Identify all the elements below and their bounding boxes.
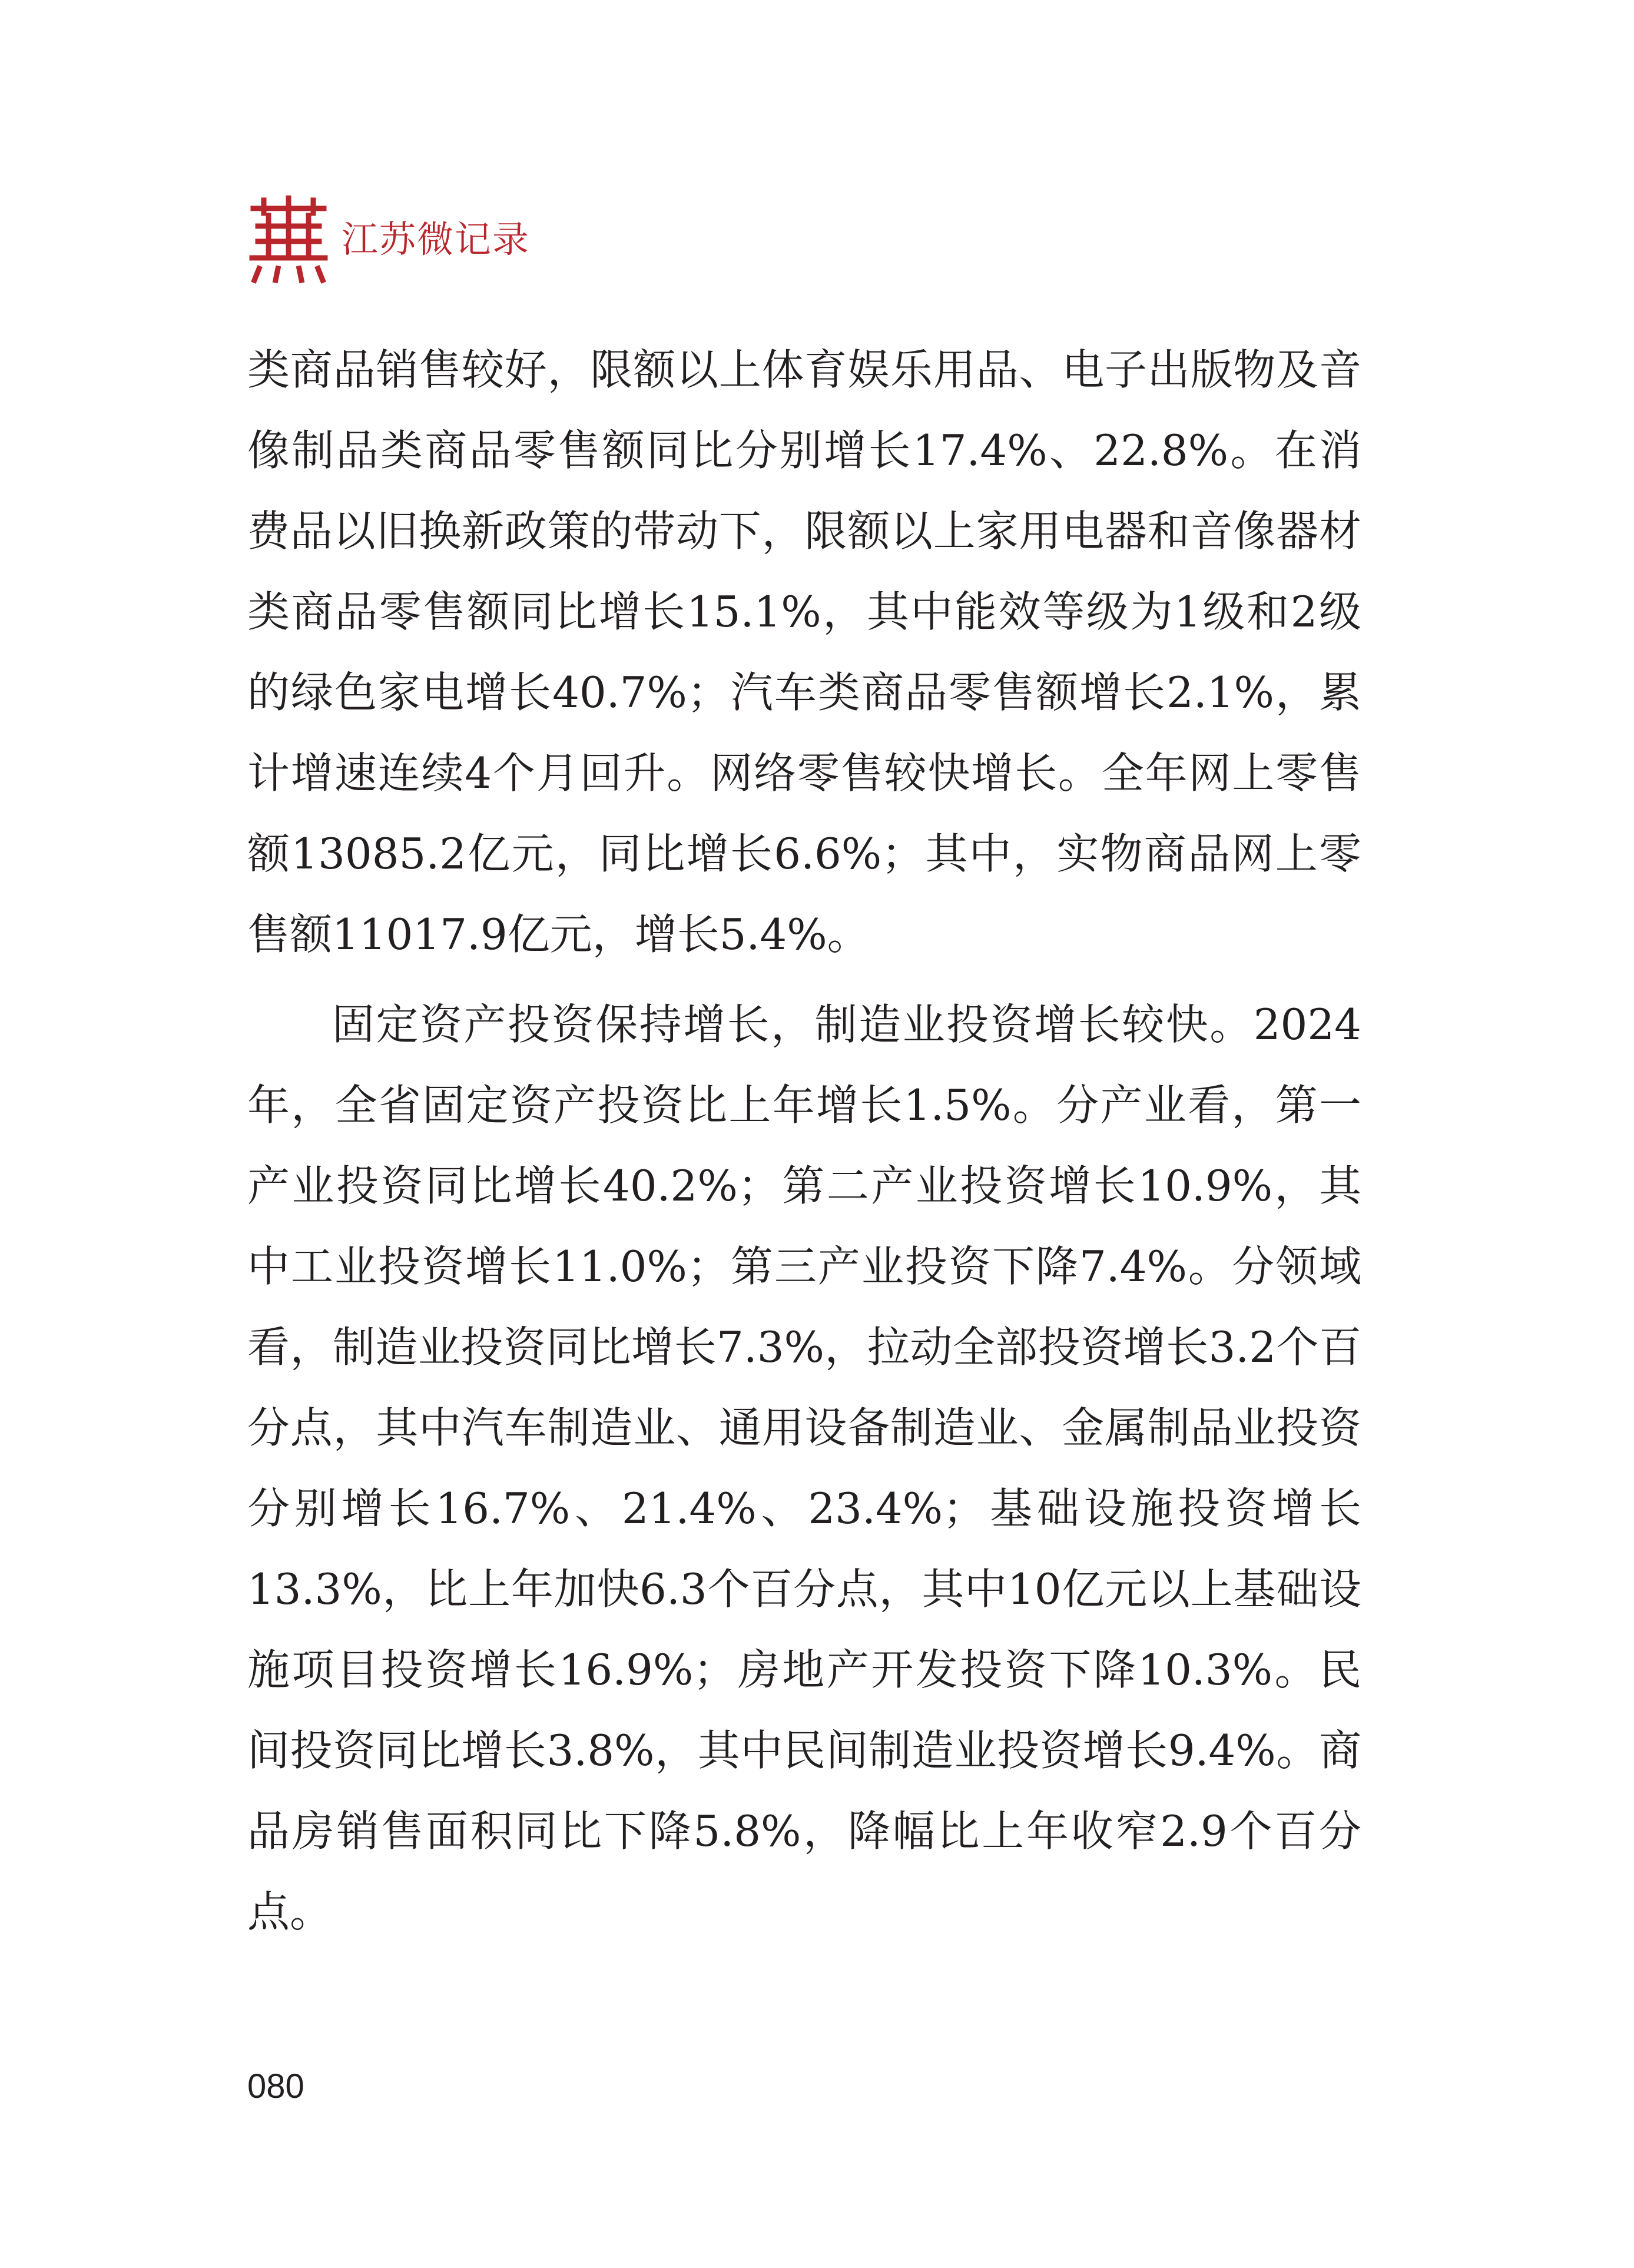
page-header — [247, 190, 530, 290]
jiangsu-seal-logo-icon — [247, 195, 330, 284]
header-title: 江苏微记录 — [342, 218, 531, 261]
body-text — [247, 330, 1361, 1962]
paragraph: 固定资产投资保持增长，制造业投资增长较快。2024年，全省固定资产投资比上年增长1.5%。分产业看，第一产业投资同比增长40.2%；第二产业投资增长10.9%，其中工业投资增长11.0%；第三产业投资下降7.4%。分领域看，制造业投资同比增长7.3%，拉动全部投资增长3.2个百分点，其中汽车制造业、通用设备制造业、金属制品业投资分别增长16.7%、21.4%、23.4%；基础设施投资增长13.3%，比上年加快6.3个百分点，其中10亿元以上基础设施项目投资增长16.9%；房地产开发投资下降10.3%。民间投资同比增长3.8%，其中民间制造业投资增长9.4%。商品房销售面积同比下降5.8%，降幅比上年收窄2.9个百分点。 — [247, 1000, 1361, 1937]
paragraph: 类商品销售较好，限额以上体育娱乐用品、电子出版物及音像制品类商品零售额同比分别增长17.4%、22.8%。在消费品以旧换新政策的带动下，限额以上家用电器和音像器材类商品零售额同比增长15.1%，其中能效等级为1级和2级的绿色家电增长40.7%；汽车类商品零售额增长2.1%，累计增速连续4个月回升。网络零售较快增长。全年网上零售额13085.2亿元，同比增长6.6%；其中，实物商品网上零售额11017.9亿元，增长5.4%。 — [247, 345, 1361, 959]
page-number: 080 — [247, 2067, 304, 2105]
